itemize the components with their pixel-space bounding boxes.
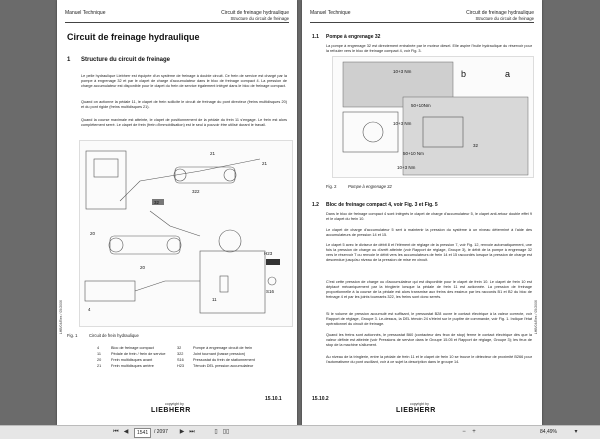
copyright-text: copyright by — [410, 402, 429, 406]
brake-block-paragraph-7: Au niveau de la tringlerie, entre la pédale de frein 11 et le clapet de frein 10 se trouve le détecteur de proximité B266 pour l'automatisme du pont oscillant, voir à ce sujet la description dans le groupe 14. — [326, 355, 532, 364]
legend-text: Bloc de freinage compact — [111, 346, 154, 350]
subsection-title: Bloc de freinage compact 4, voir Fig. 3 et Fig. 5 — [326, 202, 438, 208]
subsection-heading-1-2 — [312, 202, 438, 208]
pump-detail-b — [343, 112, 398, 152]
figure-gear-pump — [332, 56, 534, 178]
brake-pedal-sketch — [220, 276, 228, 292]
header-manual-title: Manuel Technique — [65, 10, 106, 16]
front-brake-left — [109, 238, 123, 252]
page-number: 15.10.2 — [312, 396, 329, 402]
hydraulic-line-lower — [135, 281, 200, 291]
figure-caption-text: Pompe à engrenage 32 — [348, 184, 392, 189]
legend-key: S16 — [177, 358, 184, 362]
viewer-toolbar — [0, 425, 600, 439]
fig2-label-32: 32 — [473, 143, 479, 148]
figure-caption-text: Circuit de frein hydraulique — [89, 333, 139, 338]
next-page-icon[interactable]: ▶ — [179, 429, 185, 435]
figure-brake-circuit — [79, 140, 293, 327]
legend-key: 11 — [97, 352, 101, 356]
figure-label-h23: H23 — [264, 251, 273, 256]
legend-key: 21 — [97, 364, 102, 368]
two-page-view-icon[interactable]: ▯▯ — [222, 429, 230, 435]
fig2-label-torque-50: 50+10Nm — [411, 103, 431, 108]
header-manual-title: Manuel Technique — [310, 10, 351, 16]
hydraulic-line-upper — [120, 159, 260, 201]
brake-block-paragraph-2: Le clapet de charge d'accumulateur 5 sert à maintenir la pression du système à un niveau déterminé à l'aide des accumulateurs de pression 14 et 15. — [326, 228, 532, 237]
operator-cab-sketch — [200, 251, 265, 313]
section-heading — [67, 57, 170, 63]
zoom-dropdown-icon[interactable]: ▾ — [574, 429, 578, 435]
legend-key: 20 — [97, 358, 102, 362]
header-subtitle: Structure du circuit de freinage — [475, 16, 534, 21]
legend-text: Frein multidisques arrière — [111, 364, 154, 368]
figure-number: Fig. 1 — [67, 333, 78, 338]
rear-axle-sketch — [175, 167, 235, 183]
legend-text: Joint tournant (basse pression) — [193, 352, 246, 356]
legend-row — [97, 364, 287, 370]
zoom-out-icon[interactable]: − — [462, 429, 466, 435]
pressure-switch-s16-sketch — [268, 277, 276, 285]
legend-key: 322 — [177, 352, 184, 356]
section-title: Structure du circuit de freinage — [81, 57, 171, 63]
figure-legend — [97, 346, 287, 370]
figure-label-322: 322 — [192, 189, 200, 194]
last-page-icon[interactable]: ⏭ — [189, 429, 195, 435]
figure-label-32: 32 — [154, 200, 160, 205]
document-page-left — [57, 0, 297, 425]
zoom-level[interactable]: 84,49% — [540, 429, 557, 435]
pump-gear-sketch — [363, 122, 383, 142]
pump-paragraph: La pompe à engrenage 32 est directement entraînée par le moteur diesel. Elle aspire l'huile hydraulique du réservoir pour la refouler vers le bloc de freinage compact 4, voir Fig. 3. — [326, 44, 532, 53]
header-divider — [65, 22, 289, 23]
zoom-in-icon[interactable]: + — [472, 429, 476, 435]
figure-label-11: 11 — [212, 297, 217, 302]
document-page-right — [302, 0, 542, 425]
legend-key: H23 — [177, 364, 184, 368]
fig2-label-torque-50b: 50+10 Nm — [403, 151, 424, 156]
fig2-label-torque-top: 10+3 Nm — [393, 69, 412, 74]
document-code: LHB/04/Bes / 05/2006 — [59, 300, 63, 335]
previous-page-icon[interactable]: ◀ — [123, 429, 129, 435]
fig2-label-a: a — [505, 69, 511, 79]
legend-key: 4 — [97, 346, 100, 350]
page-title: Circuit de freinage hydraulique — [67, 32, 200, 42]
header-chapter-title: Circuit de freinage hydraulique — [466, 10, 534, 16]
engine-block-sketch — [86, 151, 126, 209]
single-page-view-icon[interactable]: ▯ — [214, 429, 218, 435]
subsection-title: Pompe à engrenage 32 — [326, 34, 381, 40]
subsection-number: 1.2 — [312, 202, 319, 208]
brake-block-sketch — [85, 281, 135, 301]
page-number: 15.10.1 — [265, 396, 282, 402]
page-total: / 2097 — [154, 429, 168, 435]
figure-label-21-right: 21 — [262, 161, 268, 166]
gear-pump-drawing — [333, 57, 533, 177]
rear-brake-right — [224, 169, 236, 181]
brake-block-paragraph-5: Si le volume de pression accumulé est suffisant, le pressostat B28 ouvre le contact électrique à la valeur correcte, voir Rapport de réglage, Groupe 3. Le-dessus, la DEL témoin 24 s'éteint sur le pupitre de commande, voir Fig. 1. Indique l'état opérationnel du circuit de freinage. — [326, 312, 532, 326]
figure-label-20-bottom: 20 — [140, 265, 146, 270]
figure-label-s16: S16 — [266, 289, 275, 294]
legend-key: 32 — [177, 346, 182, 350]
figure-label-21-top: 21 — [210, 151, 216, 156]
copyright-text: copyright by — [165, 402, 184, 406]
figure-label-20-left: 20 — [90, 231, 96, 236]
pump-photo-placeholder — [403, 97, 528, 175]
brake-circuit-drawing — [80, 141, 292, 326]
figure-1-caption — [67, 333, 139, 338]
hydraulic-line-middle — [150, 211, 200, 236]
paragraph-3: Quand la course maximale est atteinte, le clapet de positionnement de la pédale du frein 11 s'engage. Le frein est alors complètement serré. Le clapet de frein (frein d'immobilisation) est le seul à pouvoir être utilisé durant le travail. — [81, 118, 287, 127]
subsection-number: 1.1 — [312, 34, 319, 40]
document-code: LHB/04/Bes / 05/2006 — [534, 300, 538, 335]
header-divider — [310, 22, 534, 23]
legend-text: Frein multidisques avant — [111, 358, 153, 362]
front-axle-sketch — [110, 236, 180, 254]
legend-text: Pompe à engrenage circuit de frein — [193, 346, 253, 350]
fig2-label-torque-bottom: 10+3 Nm — [397, 165, 416, 170]
liebherr-logo: LIEBHERR — [151, 407, 191, 414]
legend-text: Pressostat du frein de stationnement — [193, 358, 255, 362]
header-subtitle: Structure du circuit de freinage — [230, 16, 289, 21]
fig2-label-b: b — [461, 69, 467, 79]
header-chapter-title: Circuit de freinage hydraulique — [221, 10, 289, 16]
first-page-icon[interactable]: ⏮ — [113, 429, 119, 435]
fig2-label-torque-mid: 10+3 Nm — [393, 121, 412, 126]
brake-block-paragraph-1: Dans le bloc de freinage compact 4 sont intégrés le clapet de charge d'accumulateur 5, le clapet anti-retour double effet 9 et le clapet du frein 10. — [326, 212, 532, 221]
steering-wheel-sketch — [219, 230, 241, 252]
legend-text: Pédale de frein / frein de service — [111, 352, 166, 356]
brake-block-paragraph-4: C'est cette pression de charge ou d'accumulateur qui est disponible pour le clapet de frein 10. Le clapet de frein 10 est déplacé mécaniquement par la tringlerie lorsque la pédale de frein 11 est actionnée. La pression de freinage proportionnelle à la course de la pédale est alors transmise aux freins des essieux par les raccords B1 et B2 du bloc de freinage 4 et par les joints tournants 322, les freins sont donc serrés. — [326, 280, 532, 299]
legend-text: Témoin DEL pression accumulateur — [193, 364, 254, 368]
subsection-heading-1-1 — [312, 34, 380, 40]
paragraph-2: Quand on actionne la pédale 11, le clapet de frein sollicite le circuit de freinage du pont directeur (freins multidisques 20) et du pont rigide (freins multidisques 21). — [81, 100, 287, 109]
figure-number: Fig. 2 — [326, 184, 337, 189]
front-brake-right — [167, 238, 181, 252]
brake-block-paragraph-3: Le clapet 5 avec le diviseur de débit 8 et l'élément de réglage de la pression 7, voir Fig. 12, renvoie automatiquement, une fois la pression de charge ou d'arrêt atteinte (voir Rapport de réglage, Groupe 3), le débit de la pompe à engrenage 32 vers le réservoir T ou renvoie le débit vers les accumulateurs de frein 14 et 15 raccordés lorsque la pression de charge est descendue jusqu'au niveau de la pression de mise en circuit. — [326, 243, 532, 262]
liebherr-logo: LIEBHERR — [396, 407, 436, 414]
figure-2-caption — [326, 184, 392, 189]
indicator-h23-sketch — [266, 259, 280, 265]
paragraph-1: Le pelle hydraulique Liebherr est équipée d'un système de freinage à double circuit. Ce frein de service est chargé par la pompe à engrenage 32 et par le clapet de charge d'accumulateur dans le bloc de freinage compact 4. La pression de charge accumulateur est disponible pour le clapet du frein de service également intégré dans le bloc de freinage compact. — [81, 74, 287, 88]
page-number-input[interactable]: 1541 — [134, 428, 151, 438]
brake-block-paragraph-6: Quand les freins sont actionnés, le pressostat B60 (contacteur des feux de stop) ferme le contact électrique dès que la valeur définie est atteinte (voir Pressions de service dans le Groupe 15.05 et Rapport de réglage, Groupe 3); les feux de stop de la machine s'allument. — [326, 333, 532, 347]
pump-housing-sketch — [94, 159, 118, 177]
section-number: 1 — [67, 57, 71, 63]
figure-label-4: 4 — [88, 307, 91, 312]
